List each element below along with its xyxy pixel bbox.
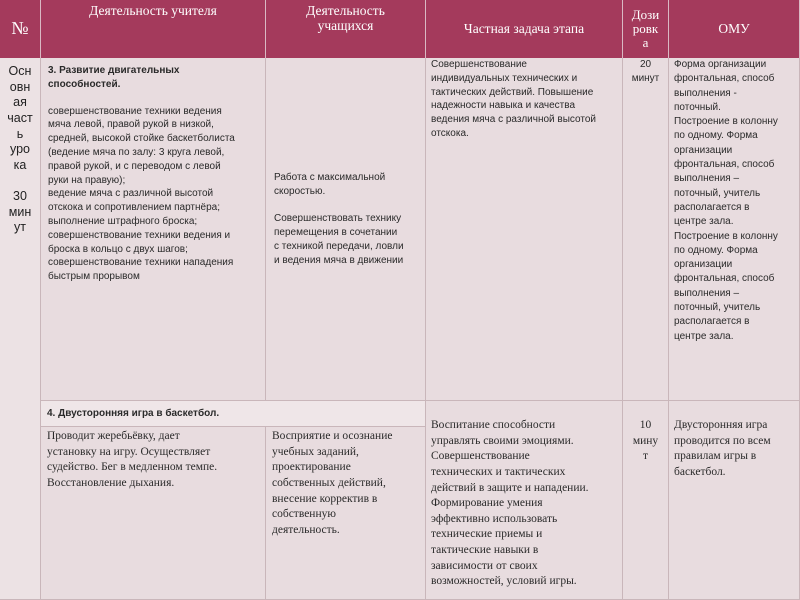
section3-students-text: Работа с максимальной скоростью. Совершенствовать технику перемещения в сочетании с техникой передачи, ловли и ведения мяча в движении <box>266 58 426 401</box>
section3-teacher-cell <box>41 58 266 401</box>
section4-dosage: 10 мину т <box>623 401 669 600</box>
section3-task-text: Совершенствование индивидуальных технических и тактических действий. Повышение надежности навыка и качества ведения мяча с различной высотой отскока. <box>426 58 623 401</box>
stage-label: Осн овн ая част ь уро ка 30 мин ут <box>0 58 41 600</box>
section3-teacher-text: совершенствование техники ведения мяча левой, правой рукой в низкой, средней, высокой стойке баскетболиста (ведение мяча по залу: 3 круга левой, правой рукой, и с переводом с левой руки на правую); ведение мяча с различной высотой отскока и сопротивлением партнёра; выполнение штрафного броска; совершенствование техники ведения и броска в кольцо с двух шагов; совершенствование техники нападения быстрым прорывом <box>48 105 235 283</box>
header-task: Частная задача этапа <box>426 0 623 58</box>
section3-title: 3. Развитие двигательных способностей. <box>48 65 180 90</box>
section3-omu-text: Форма организации фронтальная, способ выполнения - поточный. Построение в колонну по одному. Форма организации фронтальная, способ выполнения – поточный, учитель располагается в центре зала. Построение в колонну по одному. Форма организации фронтальная, способ выполнения – поточный, учитель располагается в центре зала. <box>669 58 800 401</box>
header-omu: ОМУ <box>669 0 800 58</box>
section4-task-text: Воспитание способности управлять своими эмоциями. Совершенствование технических и тактических действий в защите и нападении. Формирование умения эффективно использовать технические приемы и тактические навыки в зависимости от своих возможностей, условий игры. <box>426 401 623 600</box>
header-dosage: Дози ровк а <box>623 0 669 58</box>
section4-title: 4. Двусторонняя игра в баскетбол. <box>41 401 426 427</box>
header-num: № <box>0 0 41 58</box>
section3-dosage: 20 минут <box>623 58 669 401</box>
section4-students-text: Восприятие и осознание учебных заданий, проектирование собственных действий, внесение корректив в собственную деятельность. <box>266 427 426 600</box>
section4-omu-text: Двусторонняя игра проводится по всем правилам игры в баскетбол. <box>669 401 800 600</box>
section4-teacher-text: Проводит жеребьёвку, дает установку на игру. Осуществляет судейство. Бег в медленном темпе. Восстановление дыхания. <box>41 427 266 600</box>
header-students: Деятельность учащихся <box>266 0 426 58</box>
header-teacher: Деятельность учителя <box>41 0 266 58</box>
